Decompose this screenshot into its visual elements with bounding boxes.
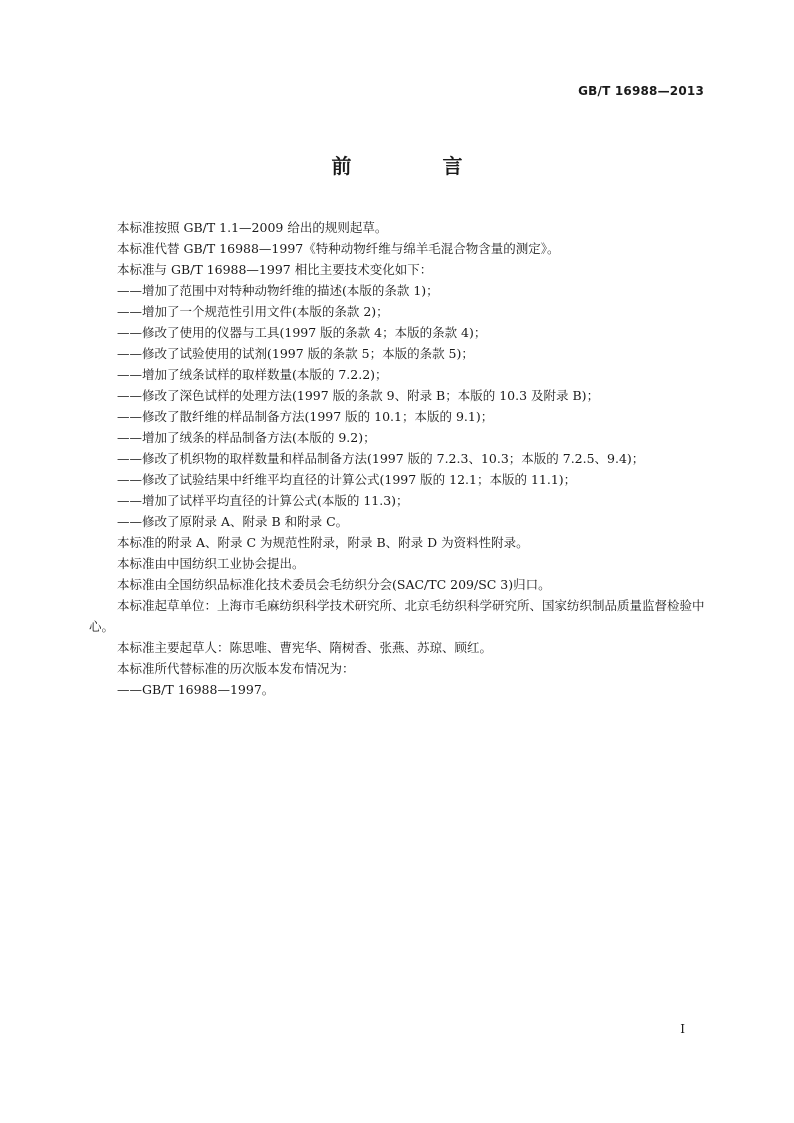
list-item: ——修改了原附录 A、附录 B 和附录 C。 bbox=[117, 514, 349, 529]
list-item: ——增加了一个规范性引用文件(本版的条款 2)； bbox=[117, 304, 389, 319]
list-item: ——GB/T 16988—1997。 bbox=[117, 682, 275, 697]
list-item: ——修改了深色试样的处理方法(1997 版的条款 9、附录 B；本版的 10.3 及附录 B)； bbox=[117, 388, 600, 403]
page-number: I bbox=[680, 1022, 685, 1036]
paragraph: 本标准的附录 A、附录 C 为规范性附录，附录 B、附录 D 为资料性附录。 bbox=[117, 535, 529, 550]
paragraph: 本标准代替 GB/T 16988—1997《特种动物纤维与绵羊毛混合物含量的测定》。 bbox=[117, 241, 560, 256]
paragraph: 本标准所代替标准的历次版本发布情况为： bbox=[117, 661, 355, 676]
paragraph: 本标准主要起草人：陈思唯、曹宪华、隋树香、张燕、苏琼、顾红。 bbox=[117, 640, 493, 655]
paragraph: 本标准起草单位：上海市毛麻纺织科学技术研究所、北京毛纺织科学研究所、国家纺织制品质量监督检验中心。 bbox=[89, 598, 705, 634]
paragraph: 本标准由中国纺织工业协会提出。 bbox=[117, 556, 305, 571]
foreword-body bbox=[89, 217, 709, 700]
list-item: ——修改了散纤维的样品制备方法(1997 版的 10.1；本版的 9.1)； bbox=[117, 409, 494, 424]
list-item: ——修改了使用的仪器与工具(1997 版的条款 4；本版的条款 4)； bbox=[117, 325, 487, 340]
list-item: ——修改了机织物的取样数量和样品制备方法(1997 版的 7.2.3、10.3；本版的 7.2.5、9.4)； bbox=[117, 451, 645, 466]
list-item: ——增加了试样平均直径的计算公式(本版的 11.3)； bbox=[117, 493, 409, 508]
paragraph: 本标准与 GB/T 16988—1997 相比主要技术变化如下： bbox=[117, 262, 433, 277]
page-title: 前 言 bbox=[331, 154, 505, 178]
list-item: ——增加了绒条试样的取样数量(本版的 7.2.2)； bbox=[117, 367, 388, 382]
paragraph: 本标准由全国纺织品标准化技术委员会毛纺织分会(SAC/TC 209/SC 3)归口。 bbox=[117, 577, 551, 592]
standard-code: GB/T 16988—2013 bbox=[578, 84, 704, 98]
list-item: ——增加了范围中对特种动物纤维的描述(本版的条款 1)； bbox=[117, 283, 439, 298]
list-item: ——增加了绒条的样品制备方法(本版的 9.2)； bbox=[117, 430, 376, 445]
paragraph: 本标准按照 GB/T 1.1—2009 给出的规则起草。 bbox=[117, 220, 388, 235]
list-item: ——修改了试验结果中纤维平均直径的计算公式(1997 版的 12.1；本版的 11.1)； bbox=[117, 472, 577, 487]
list-item: ——修改了试验使用的试剂(1997 版的条款 5；本版的条款 5)； bbox=[117, 346, 474, 361]
